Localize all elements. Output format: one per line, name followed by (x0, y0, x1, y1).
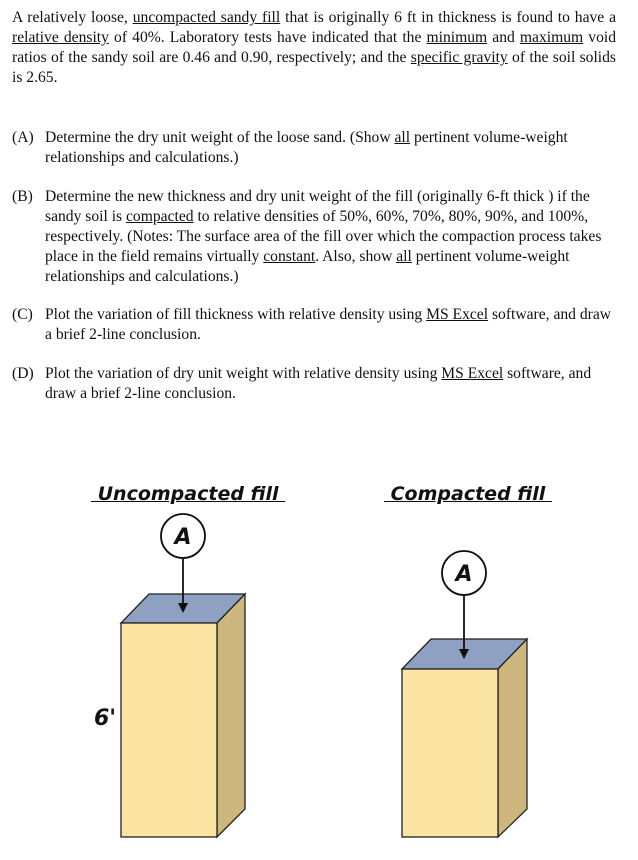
part-b-label: (B) (12, 188, 33, 205)
height-label: 6' (94, 706, 117, 731)
part-b-text: Determine the new thickness and dry unit weight of the fill (originally 6-ft thick ) if the sandy soil is compacted to relative densities of 50%, 60%, 70%, 80%, 90%, and 100%, respectively. (Notes: The surface area of the fill over which the compaction process takes place in the field remains virtually constant. Also, show all pertinent volume-weight relationships and calculations.) (45, 188, 602, 285)
uncompacted-side-face (217, 594, 245, 837)
part-d-text: Plot the variation of dry unit weight with relative density using MS Excel software, and draw a brief 2-line conclusion. (45, 365, 592, 402)
part-c-text: Plot the variation of fill thickness with relative density using MS Excel software, and draw a brief 2-line conclusion. (45, 306, 612, 343)
part-b (12, 187, 616, 287)
term-maximum: maximum (519, 29, 584, 46)
term-uncompacted-sandy-fill: uncompacted sandy fill (132, 9, 281, 26)
part-a-text: Determine the dry unit weight of the loose sand. (Show all pertinent volume-weight relationships and calculations.) (45, 129, 568, 166)
term-relative-density: relative density (12, 29, 109, 46)
uncompacted-front-face (121, 623, 217, 837)
uncompacted-fill-title: Uncompacted fill (91, 483, 286, 505)
compacted-fill-title: Compacted fill (384, 483, 552, 505)
term-minimum: minimum (426, 29, 488, 46)
fill-columns-drawing (0, 470, 638, 860)
fill-diagram (0, 470, 638, 860)
term-specific-gravity: specific gravity (410, 49, 508, 66)
uncompacted-column (94, 514, 245, 837)
problem-intro: A relatively loose, uncompacted sandy fill that is originally 6 ft in thickness is found to have a relative density of 40%. Laboratory tests have indicated that the minimum and maximum void ratios of the sandy soil are 0.46 and 0.90, respectively; and the specific gravity of the soil solids is 2.65. (12, 9, 617, 86)
part-d (12, 364, 616, 404)
part-d-label: (D) (12, 365, 34, 382)
compacted-column (402, 551, 527, 837)
compacted-side-face (498, 639, 527, 837)
uncompacted-marker-label: A (174, 525, 192, 550)
part-a (12, 128, 616, 168)
part-c (12, 305, 616, 345)
part-a-label: (A) (12, 129, 34, 146)
part-c-label: (C) (12, 306, 33, 323)
compacted-marker-label: A (455, 562, 473, 587)
compacted-front-face (402, 669, 498, 837)
